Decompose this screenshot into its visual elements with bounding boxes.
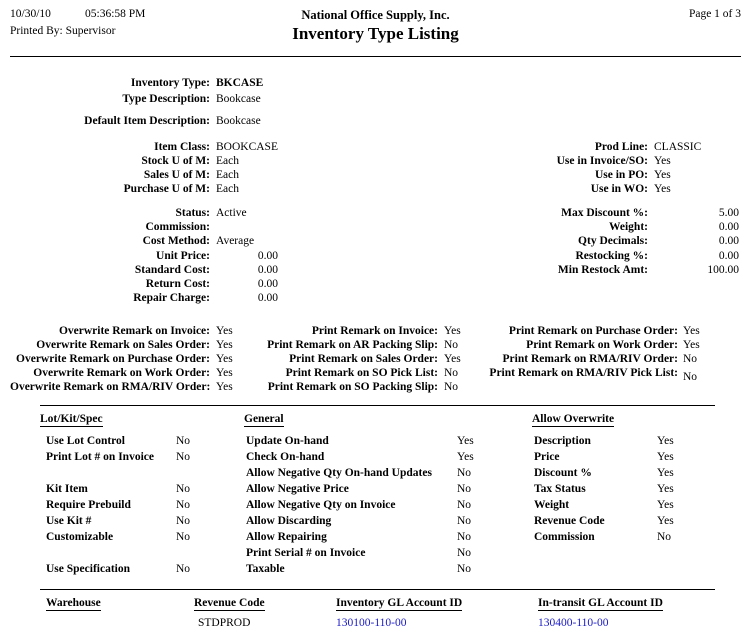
unit-price-label: Unit Price: <box>156 250 210 262</box>
type-description-value: Bookcase <box>216 93 261 105</box>
general-item-label-0: Update On-hand <box>246 435 329 447</box>
column-header-inventory-gl: Inventory GL Account ID <box>336 597 463 609</box>
overwrite-item-label-5: Revenue Code <box>534 515 605 527</box>
lot-item-label-5: Use Kit # <box>46 515 92 527</box>
print-remark-rma-pick-list-label: Print Remark on RMA/RIV Pick List: <box>489 367 678 379</box>
inventory-type-value: BKCASE <box>216 77 264 89</box>
status-value: Active <box>216 207 247 219</box>
lot-item-value-4: No <box>176 499 191 511</box>
default-item-description-label: Default Item Description: <box>84 115 210 127</box>
weight-value: 0.00 <box>718 221 739 233</box>
lot-item-label-1: Print Lot # on Invoice <box>46 451 154 463</box>
overwrite-remark-invoice-value: Yes <box>216 325 233 337</box>
min-restock-amt-value: 100.00 <box>707 264 739 276</box>
overwrite-item-value-6: No <box>657 531 672 543</box>
general-item-label-6: Allow Repairing <box>246 531 327 543</box>
overwrite-item-value-1: Yes <box>657 451 674 463</box>
print-remark-rma-pick-list-value: No <box>683 371 698 383</box>
print-remark-sales-order-value: Yes <box>444 353 461 365</box>
max-discount-label: Max Discount %: <box>561 207 648 219</box>
overwrite-item-label-1: Price <box>534 451 560 463</box>
print-remark-rma-order-value: No <box>683 353 698 365</box>
section-title-general: General <box>244 413 284 425</box>
section-title-lot-kit-spec: Lot/Kit/Spec <box>40 413 103 425</box>
default-item-description-value: Bookcase <box>216 115 261 127</box>
overwrite-item-value-4: Yes <box>657 499 674 511</box>
use-in-invoice-so-value: Yes <box>654 155 671 167</box>
general-item-label-1: Check On-hand <box>246 451 325 463</box>
inventory-type-label: Inventory Type: <box>130 77 210 89</box>
print-remark-so-packing-slip-label: Print Remark on SO Packing Slip: <box>267 381 438 393</box>
sales-uom-value: Each <box>216 169 239 181</box>
general-item-value-3: No <box>457 483 472 495</box>
restocking-pct-label: Restocking %: <box>575 250 648 262</box>
weight-label: Weight: <box>609 221 648 233</box>
prod-line-label: Prod Line: <box>594 141 648 153</box>
purchase-uom-label: Purchase U of M: <box>123 183 210 195</box>
print-remark-purchase-order-label: Print Remark on Purchase Order: <box>508 325 678 337</box>
item-class-value: BOOKCASE <box>216 141 278 153</box>
lot-item-value-0: No <box>176 435 191 447</box>
unit-price-value: 0.00 <box>257 250 278 262</box>
cost-method-value: Average <box>216 235 255 247</box>
general-item-label-8: Taxable <box>246 563 285 575</box>
table-row-intransit-gl[interactable]: 130400-110-00 <box>538 617 609 629</box>
overwrite-item-value-2: Yes <box>657 467 674 479</box>
general-item-value-7: No <box>457 547 472 559</box>
overwrite-remark-sales-order-label: Overwrite Remark on Sales Order: <box>36 339 210 351</box>
report-page <box>0 8 751 633</box>
use-in-invoice-so-label: Use in Invoice/SO: <box>556 155 648 167</box>
prod-line-value: CLASSIC <box>654 141 702 153</box>
lot-item-label-3: Kit Item <box>46 483 88 495</box>
print-date: 10/30/10 <box>10 8 51 20</box>
min-restock-amt-label: Min Restock Amt: <box>557 264 648 276</box>
report-title: Inventory Type Listing <box>292 24 459 43</box>
warehouse-divider <box>40 589 715 590</box>
general-item-label-3: Allow Negative Price <box>246 483 349 495</box>
sales-uom-label: Sales U of M: <box>143 169 210 181</box>
general-item-value-6: No <box>457 531 472 543</box>
overwrite-remark-work-order-value: Yes <box>216 367 233 379</box>
return-cost-label: Return Cost: <box>145 278 210 290</box>
overwrite-item-value-3: Yes <box>657 483 674 495</box>
use-in-po-value: Yes <box>654 169 671 181</box>
column-header-warehouse: Warehouse <box>46 597 101 609</box>
general-item-label-5: Allow Discarding <box>246 515 332 527</box>
overwrite-remark-sales-order-value: Yes <box>216 339 233 351</box>
general-item-value-0: Yes <box>457 435 474 447</box>
overwrite-item-label-0: Description <box>534 435 591 447</box>
general-item-label-4: Allow Negative Qty on Invoice <box>246 499 396 511</box>
print-remark-purchase-order-value: Yes <box>683 325 700 337</box>
general-item-label-7: Print Serial # on Invoice <box>246 547 366 559</box>
general-item-value-4: No <box>457 499 472 511</box>
stock-uom-label: Stock U of M: <box>141 155 210 167</box>
general-item-value-2: No <box>457 467 472 479</box>
print-remark-so-packing-slip-value: No <box>444 381 459 393</box>
restocking-pct-value: 0.00 <box>718 250 739 262</box>
overwrite-remark-purchase-order-label: Overwrite Remark on Purchase Order: <box>16 353 210 365</box>
table-row-revenue-code: STDPROD <box>198 617 251 629</box>
print-remark-ar-packing-slip-value: No <box>444 339 459 351</box>
overwrite-remark-rma-order-label: Overwrite Remark on RMA/RIV Order: <box>10 381 211 393</box>
type-description-label: Type Description: <box>122 93 210 105</box>
lot-item-label-0: Use Lot Control <box>46 435 126 447</box>
overwrite-remark-work-order-label: Overwrite Remark on Work Order: <box>33 367 210 379</box>
printed-by: Printed By: Supervisor <box>10 25 116 37</box>
page-number: Page 1 of 3 <box>688 8 741 20</box>
lot-item-value-3: No <box>176 483 191 495</box>
lot-item-label-4: Require Prebuild <box>46 499 131 511</box>
qty-decimals-label: Qty Decimals: <box>578 235 648 247</box>
status-label: Status: <box>175 207 210 219</box>
cost-method-label: Cost Method: <box>142 235 210 247</box>
general-item-value-8: No <box>457 563 472 575</box>
commission-label: Commission: <box>145 221 210 233</box>
lot-item-value-1: No <box>176 451 191 463</box>
repair-charge-label: Repair Charge: <box>133 292 210 304</box>
use-in-po-label: Use in PO: <box>594 169 648 181</box>
print-time: 05:36:58 PM <box>85 8 146 20</box>
use-in-wo-value: Yes <box>654 183 671 195</box>
print-remark-ar-packing-slip-label: Print Remark on AR Packing Slip: <box>267 339 438 351</box>
section-title-allow-overwrite: Allow Overwrite <box>532 413 615 425</box>
table-row-inventory-gl[interactable]: 130100-110-00 <box>336 617 407 629</box>
sections-divider-top <box>40 405 715 406</box>
overwrite-remark-purchase-order-value: Yes <box>216 353 233 365</box>
general-item-value-5: No <box>457 515 472 527</box>
qty-decimals-value: 0.00 <box>718 235 739 247</box>
overwrite-item-label-2: Discount % <box>534 467 592 479</box>
print-remark-invoice-label: Print Remark on Invoice: <box>311 325 438 337</box>
standard-cost-label: Standard Cost: <box>134 264 210 276</box>
print-remark-so-pick-list-label: Print Remark on SO Pick List: <box>285 367 438 379</box>
item-class-label: Item Class: <box>154 141 210 153</box>
overwrite-item-value-0: Yes <box>657 435 674 447</box>
print-remark-sales-order-label: Print Remark on Sales Order: <box>289 353 438 365</box>
print-remark-rma-order-label: Print Remark on RMA/RIV Order: <box>502 353 678 365</box>
overwrite-item-value-5: Yes <box>657 515 674 527</box>
overwrite-item-label-4: Weight <box>534 499 570 511</box>
use-in-wo-label: Use in WO: <box>590 183 648 195</box>
general-item-value-1: Yes <box>457 451 474 463</box>
max-discount-value: 5.00 <box>718 207 739 219</box>
overwrite-item-label-6: Commission <box>534 531 595 543</box>
print-remark-so-pick-list-value: No <box>444 367 459 379</box>
general-item-label-2: Allow Negative Qty On-hand Updates <box>246 467 432 479</box>
column-header-intransit-gl: In-transit GL Account ID <box>538 597 663 609</box>
lot-item-value-6: No <box>176 531 191 543</box>
report-header <box>10 8 741 56</box>
standard-cost-value: 0.00 <box>257 264 278 276</box>
purchase-uom-value: Each <box>216 183 239 195</box>
print-remark-work-order-label: Print Remark on Work Order: <box>526 339 678 351</box>
print-remark-work-order-value: Yes <box>683 339 700 351</box>
print-remark-invoice-value: Yes <box>444 325 461 337</box>
overwrite-remark-invoice-label: Overwrite Remark on Invoice: <box>58 325 210 337</box>
column-header-revenue-code: Revenue Code <box>194 597 265 609</box>
overwrite-remark-rma-order-value: Yes <box>216 381 233 393</box>
lot-item-label-6: Customizable <box>46 531 114 543</box>
company-name: National Office Supply, Inc. <box>301 8 450 22</box>
repair-charge-value: 0.00 <box>257 292 278 304</box>
lot-item-value-5: No <box>176 515 191 527</box>
lot-item-label-8: Use Specification <box>46 563 131 575</box>
return-cost-value: 0.00 <box>257 278 278 290</box>
overwrite-item-label-3: Tax Status <box>534 483 586 495</box>
report-body <box>10 57 741 629</box>
stock-uom-value: Each <box>216 155 239 167</box>
lot-item-value-8: No <box>176 563 191 575</box>
